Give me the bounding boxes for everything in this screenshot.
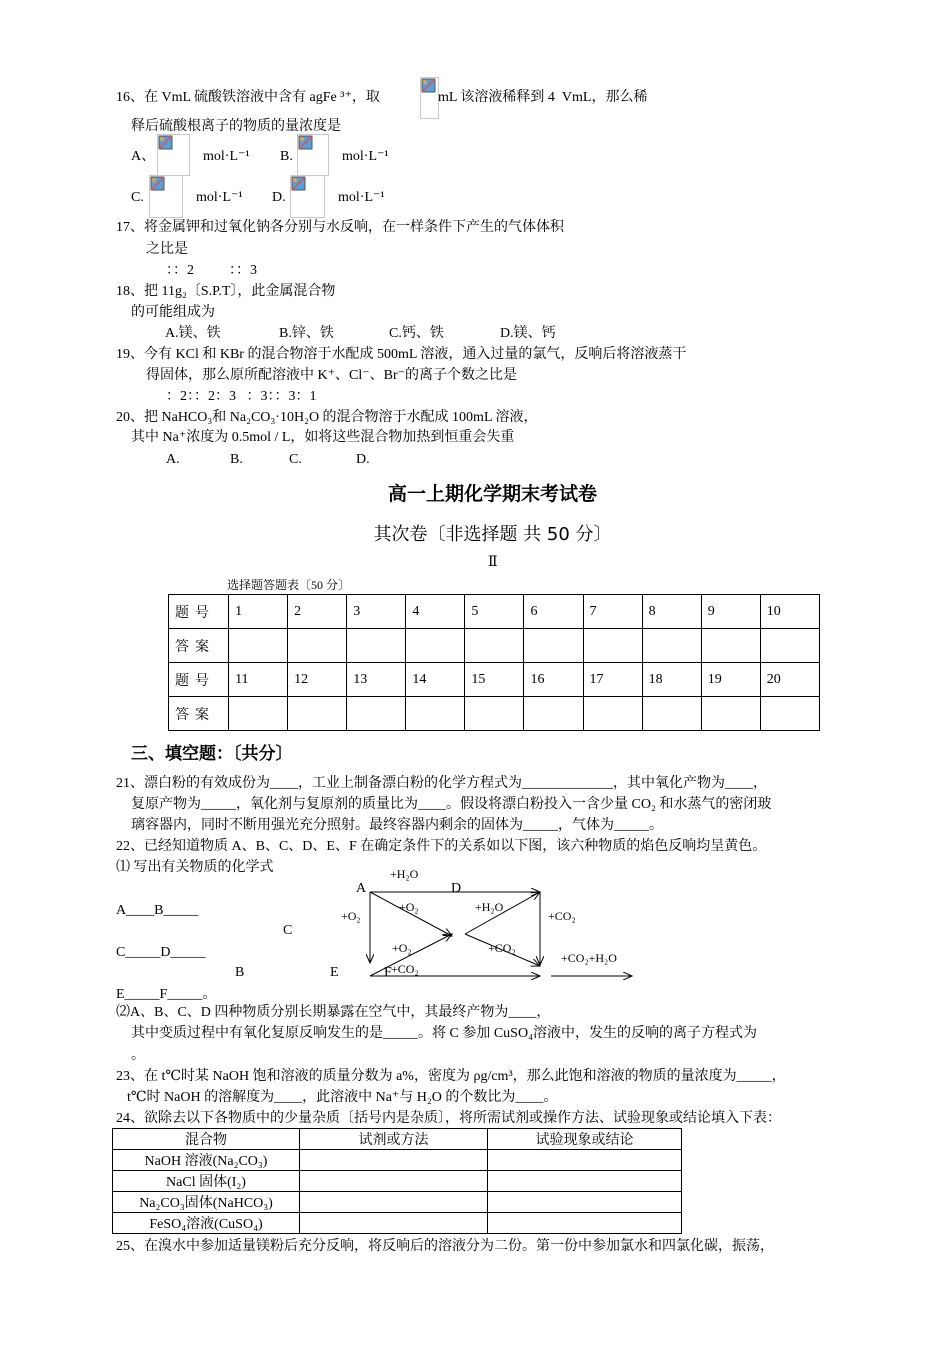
question-number: 4 (406, 595, 465, 629)
question-number: 20 (760, 663, 819, 697)
mixture-cell: NaCl 固体(I₂) (113, 1171, 300, 1192)
q19-options: ：2：：2：3 ：3：：3：1 (166, 389, 317, 404)
table-row (113, 1150, 682, 1171)
q17-line1: 17、将金属钾和过氧化钠各分别与水反响，在一样条件下产生的气体体积 (116, 220, 564, 235)
question-number: 10 (760, 595, 819, 629)
row-header-answer: 答案 (169, 629, 229, 663)
table-row (113, 1213, 682, 1234)
phenomenon-cell[interactable] (488, 1171, 682, 1192)
q17-options: ：：2 ：：3 (166, 263, 257, 278)
answer-table-caption: 选择题答题表〔50 分〕 (227, 578, 351, 592)
q18-line1: 18、把 11g₂〔S.P.T〕，此金属混合物 (116, 284, 336, 299)
q23-line2: t℃时 NaOH 的溶解度为____，此溶液中 Na⁺与 H₂O 的个数比为____。 (127, 1090, 558, 1105)
q22-blank-ef: E_____F_____。 (116, 987, 217, 1002)
impurity-table (112, 1128, 682, 1234)
section3-title: 三、填空题：〔共分〕 (131, 744, 293, 764)
q16-option-c-label: C. (131, 190, 144, 205)
q16-option-d-unit: mol·L⁻¹ (338, 190, 385, 205)
question-number: 8 (642, 595, 701, 629)
row-header-answer: 答案 (169, 697, 229, 731)
question-number: 16 (524, 663, 583, 697)
q16-line2: 释后硫酸根离子的物质的量浓度是 (131, 119, 341, 134)
q16-option-b-unit: mol·L⁻¹ (342, 149, 389, 164)
exam-title: 高一上期化学期末考试卷 (387, 483, 597, 505)
label-co2-h2o: +CO₂+H₂O (561, 951, 617, 965)
label-co2-diag: +CO₂ (488, 941, 516, 955)
diagram-node-f: F (384, 965, 392, 980)
q22-line1: 22、已经知道物质 A、B、C、D、E、F 在确定条件下的关系如以下图，该六种物质的焰色反响均呈黄色。 (116, 839, 767, 854)
header-reagent: 试剂或方法 (300, 1129, 488, 1150)
q19-line2: 得固体，那么原所配溶液中 K⁺、Cl⁻、Br⁻的离子个数之比是 (146, 368, 518, 383)
question-number: 5 (465, 595, 524, 629)
table-row (113, 1192, 682, 1213)
q21-line1: 21、漂白粉的有效成份为____，工业上制备漂白粉的化学方程式为_____________，其中氧化产物为____， (116, 776, 767, 791)
question-number: 9 (701, 595, 760, 629)
label-o2-diag1: +O₂ (399, 900, 419, 914)
question-number: 7 (583, 595, 642, 629)
question-number: 3 (347, 595, 406, 629)
label-co2-bottom: +CO₂ (391, 962, 419, 976)
diagram-node-a: A (356, 881, 367, 896)
question-number: 14 (406, 663, 465, 697)
label-h2o-diag: +H₂O (475, 900, 504, 914)
table-header-row (113, 1129, 682, 1150)
question-number: 18 (642, 663, 701, 697)
q18-line2: 的可能组成为 (131, 305, 215, 320)
q22-blank-ab: A____B_____ (116, 903, 199, 918)
q22-blank-cd: C_____D_____ (116, 945, 206, 960)
label-o2-diag2: +O₂ (392, 941, 412, 955)
q16-line1b: mL 该溶液稀释到 4 VmL，那么稀 (438, 90, 648, 105)
q20-option-b: B. (230, 452, 243, 467)
mixture-cell: Na₂CO₃固体(NaHCO₃) (113, 1192, 300, 1213)
q16-option-a-label: A、 (131, 149, 156, 164)
q18-option-c: C.钙、铁 (389, 326, 444, 341)
q16-line1a: 16、在 VmL 硫酸铁溶液中含有 agFe ³⁺，取 (116, 90, 380, 105)
reagent-cell[interactable] (300, 1150, 488, 1171)
question-number: 19 (701, 663, 760, 697)
q21-line2: 复原产物为_____，氧化剂与复原剂的质量比为____。假设将漂白粉投入一含少量 CO₂ 和水蒸气的密闭玻 (131, 797, 772, 812)
row-header-number: 题号 (169, 663, 229, 697)
q18-option-d: D.镁、钙 (500, 326, 556, 341)
question-number: 1 (229, 595, 288, 629)
table-row (113, 1171, 682, 1192)
q22-part2-line1: ⑵A、B、C、D 四种物质分别长期暴露在空气中，其最终产物为____， (116, 1005, 551, 1020)
q22-part2-line3: 。 (131, 1048, 145, 1063)
reagent-cell[interactable] (300, 1171, 488, 1192)
question-number: 11 (229, 663, 288, 697)
q16-option-b-label: B. (280, 149, 293, 164)
question-number: 12 (288, 663, 347, 697)
row-header-number: 题号 (169, 595, 229, 629)
q24-line1: 24、欲除去以下各物质中的少量杂质〔括号内是杂质〕，将所需试剂或操作方法、试验现象或结论填入下表： (116, 1111, 781, 1126)
q18-option-a: A.镁、铁 (165, 326, 221, 341)
q20-option-a: A. (166, 452, 180, 467)
question-number: 17 (583, 663, 642, 697)
reagent-cell[interactable] (300, 1192, 488, 1213)
q16-option-d-label: D. (272, 190, 286, 205)
section2-title: 其次卷〔非选择题 共 50 分〕 (373, 524, 612, 545)
diagram-node-d: D (451, 881, 462, 896)
q17-line2: 之比是 (146, 242, 188, 257)
phenomenon-cell[interactable] (488, 1150, 682, 1171)
label-o2-left: +O₂ (341, 909, 361, 923)
diagram-node-b: B (235, 965, 245, 980)
q19-line1: 19、今有 KCl 和 KBr 的混合物溶于水配成 500mL 溶液，通入过量的氯气，反响后将溶液蒸干 (116, 347, 687, 362)
label-co2-right: +CO₂ (548, 909, 576, 923)
question-number: 6 (524, 595, 583, 629)
q16-option-c-unit: mol·L⁻¹ (196, 190, 243, 205)
q25-line1: 25、在溴水中参加适量镁粉后充分反响，将反响后的溶液分为二份。第一份中参加氯水和四氯化碳，振荡， (116, 1239, 774, 1254)
q20-line2: 其中 Na⁺浓度为 0.5mol / L，如将这些混合物加热到恒重会失重 (131, 430, 515, 445)
question-number: 15 (465, 663, 524, 697)
q20-line1: 20、把 NaHCO₃和 Na₂CO₃·10H₂O 的混合物溶于水配成 100mL 溶液， (116, 410, 538, 425)
section2-roman: Ⅱ (488, 555, 498, 570)
diagram-node-c: C (283, 923, 293, 938)
question-number: 13 (347, 663, 406, 697)
question-number: 2 (288, 595, 347, 629)
q21-line3: 璃容器内，同时不断用强光充分照射。最终容器内剩余的固体为_____，气体为_____。 (131, 818, 663, 833)
q20-option-d: D. (356, 452, 370, 467)
header-mixture: 混合物 (113, 1129, 300, 1150)
phenomenon-cell[interactable] (488, 1213, 682, 1234)
mixture-cell: NaOH 溶液(Na₂CO₃) (113, 1150, 300, 1171)
label-h2o-top: +H₂O (390, 867, 419, 881)
diagram-node-e: E (330, 965, 339, 980)
reagent-cell[interactable] (300, 1213, 488, 1234)
q18-option-b: B.锌、铁 (279, 326, 334, 341)
q20-option-c: C. (289, 452, 302, 467)
q23-line1: 23、在 t℃时某 NaOH 饱和溶液的质量分数为 a%，密度为 ρg/cm³，那么此饱和溶液的物质的量浓度为_____， (116, 1069, 786, 1084)
q22-part1: ⑴ 写出有关物质的化学式 (116, 860, 274, 875)
header-phenomenon: 试验现象或结论 (488, 1129, 682, 1150)
mixture-cell: FeSO₄溶液(CuSO₄) (113, 1213, 300, 1234)
phenomenon-cell[interactable] (488, 1192, 682, 1213)
q22-part2-line2: 其中变质过程中有氧化复原反响发生的是_____。将 C 参加 CuSO₄溶液中，发生的反响的离子方程式为 (131, 1026, 757, 1041)
q16-option-a-unit: mol·L⁻¹ (203, 149, 250, 164)
